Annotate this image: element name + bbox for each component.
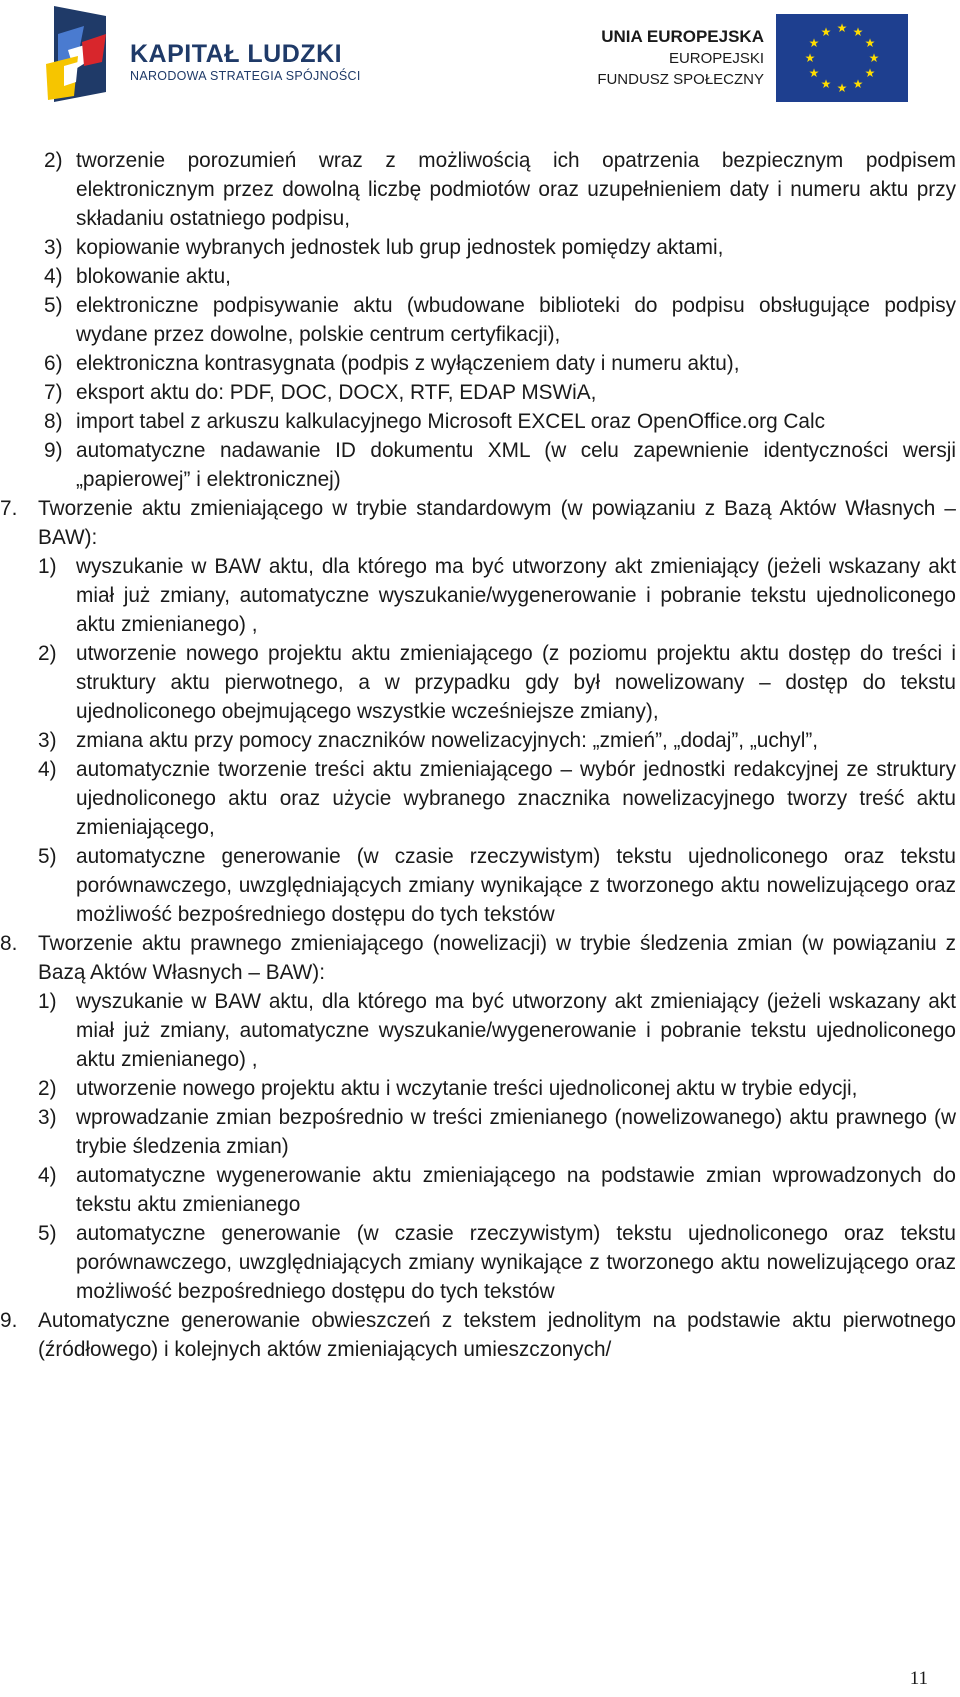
item-text: automatyczne wygenerowanie aktu zmieniającego na podstawie zmian wprowadzonych do tekstu aktu zmienianego [76,1164,956,1216]
item-text: import tabel z arkuszu kalkulacyjnego Microsoft EXCEL oraz OpenOffice.org Calc [76,410,826,433]
item-number: 1) [38,555,57,578]
list-item [0,233,956,262]
svg-text:★: ★ [852,25,864,39]
kapital-ludzki-logo [44,4,361,104]
eu-logo [582,14,912,104]
list-item [0,552,956,639]
list-item [0,349,956,378]
list-item [0,436,956,494]
list-item [0,639,956,726]
svg-text:★: ★ [808,66,820,80]
item-number: 3) [38,1106,57,1129]
item-text: eksport aktu do: PDF, DOC, DOCX, RTF, EDAP MSWiA, [76,381,597,404]
svg-text:★: ★ [820,77,832,91]
document-body [0,146,960,1364]
list-item [0,842,956,929]
item-number: 6) [44,352,63,375]
list-continued [0,146,960,494]
item-number: 8. [0,932,18,955]
logo-subtitle: NARODOWA STRATEGIA SPÓJNOŚCI [130,69,361,83]
svg-text:★: ★ [864,36,876,50]
list-item [0,262,956,291]
page-number: 11 [909,1668,928,1689]
list-item [0,987,956,1074]
item-number: 9) [44,439,63,462]
svg-text:★: ★ [868,51,880,65]
item-number: 3) [44,236,63,259]
eu-flag-icon [776,14,908,102]
svg-text:★: ★ [864,66,876,80]
list-item-7 [0,494,956,552]
list-item [0,146,956,233]
item-number: 2) [38,642,57,665]
list-item-9 [0,1306,956,1364]
svg-text:★: ★ [836,21,848,35]
item-number: 5) [44,294,63,317]
item-text: automatycznie tworzenie treści aktu zmieniającego – wybór jednostki redakcyjnej ze struktury ujednoliconego aktu oraz użycie wybranego znacznika nowelizacyjnego tworzy treść aktu zmieniającego, [76,758,956,839]
item-number: 7. [0,497,18,520]
list-item [0,1074,956,1103]
item-text: wyszukanie w BAW aktu, dla którego ma być utworzony akt zmieniający (jeżeli wskazany akt miał już zmiany, automatyczne wyszukanie/wygenerowanie i pobranie tekstu ujednoliconego aktu zmienianego) , [76,555,956,636]
list-item [0,726,956,755]
item-text: wyszukanie w BAW aktu, dla którego ma być utworzony akt zmieniający (jeżeli wskazany akt miał już zmiany, automatyczne wyszukanie/wygenerowanie i pobranie tekstu ujednoliconego aktu zmienianego) , [76,990,956,1071]
item-number: 7) [44,381,63,404]
item-text: Automatyczne generowanie obwieszczeń z tekstem jednolitym na podstawie aktu pierwotnego (źródłowego) i kolejnych aktów zmieniających umieszczonych/ [38,1309,956,1361]
list-item [0,291,956,349]
item-text: Tworzenie aktu zmieniającego w trybie standardowym (w powiązaniu z Bazą Aktów Własnych – BAW): [38,497,956,549]
item-number: 3) [38,729,57,752]
item-number: 2) [38,1077,57,1100]
item-text: automatyczne nadawanie ID dokumentu XML (w celu zapewnienie identyczności wersji „papierowej” i elektronicznej) [76,439,956,491]
item-number: 4) [44,265,63,288]
item-text: elektroniczne podpisywanie aktu (wbudowane biblioteki do podpisu obsługujące podpisy wydane przez dowolne, polskie centrum certyfikacji), [76,294,956,346]
item-number: 1) [38,990,57,1013]
item-text: elektroniczna kontrasygnata (podpis z wyłączeniem daty i numeru aktu), [76,352,740,375]
svg-text:★: ★ [836,81,848,95]
item-number: 4) [38,758,57,781]
list-item [0,407,956,436]
item-number: 2) [44,149,63,172]
item-text: blokowanie aktu, [76,265,231,288]
eu-logo-line3: FUNDUSZ SPOŁECZNY [597,71,764,88]
list-item [0,1219,956,1306]
eu-logo-line2: EUROPEJSKI [668,50,764,67]
item-text: utworzenie nowego projektu aktu i wczytanie treści ujednoliconej aktu w trybie edycji, [76,1077,858,1100]
sublist-item-8 [0,987,960,1306]
svg-text:★: ★ [820,25,832,39]
item-number: 5) [38,1222,57,1245]
eu-logo-title: UNIA EUROPEJSKA [601,27,764,46]
list-item [0,755,956,842]
list-item [0,378,956,407]
svg-text:★: ★ [804,51,816,65]
item-number: 9. [0,1309,18,1332]
item-number: 4) [38,1164,57,1187]
kapital-ludzki-emblem-icon [44,4,124,104]
list-item [0,1161,956,1219]
item-text: utworzenie nowego projektu aktu zmieniającego (z poziomu projektu aktu dostęp do treści i struktury aktu pierwotnego, a w przypadku gdy był nowelizowany – dostęp do tekstu ujednoliconego obejmującego wszystkie wcześniejsze zmiany), [76,642,956,723]
logo-title: KAPITAŁ LUDZKI [130,40,343,68]
item-text: zmiana aktu przy pomocy znaczników nowelizacyjnych: „zmień”, „dodaj”, „uchyl”, [76,729,819,752]
item-text: wprowadzanie zmian bezpośrednio w treści zmienianego (nowelizowanego) aktu prawnego (w trybie śledzenia zmian) [76,1106,956,1158]
item-text: Tworzenie aktu prawnego zmieniającego (nowelizacji) w trybie śledzenia zmian (w powiązaniu z Bazą Aktów Własnych – BAW): [38,932,956,984]
page-header [0,0,960,112]
item-text: automatyczne generowanie (w czasie rzeczywistym) tekstu ujednoliconego oraz tekstu porównawczego, uwzględniających zmiany wynikające z tworzonego aktu nowelizującego oraz możliwość bezpośredniego dostępu do tych tekstów [76,845,956,926]
svg-text:★: ★ [808,36,820,50]
item-text: kopiowanie wybranych jednostek lub grup jednostek pomiędzy aktami, [76,236,724,259]
sublist-item-7 [0,552,960,929]
item-number: 5) [38,845,57,868]
list-item-8 [0,929,956,987]
item-text: tworzenie porozumień wraz z możliwością ich opatrzenia bezpiecznym podpisem elektronicznym przez dowolną liczbę podmiotów oraz uzupełnieniem daty i numeru aktu przy składaniu ostatniego podpisu, [76,149,956,230]
list-item [0,1103,956,1161]
svg-text:★: ★ [852,77,864,91]
item-number: 8) [44,410,63,433]
item-text: automatyczne generowanie (w czasie rzeczywistym) tekstu ujednoliconego oraz tekstu porównawczego, uwzględniających zmiany wynikające z tworzonego aktu nowelizującego oraz możliwość bezpośredniego dostępu do tych tekstów [76,1222,956,1303]
